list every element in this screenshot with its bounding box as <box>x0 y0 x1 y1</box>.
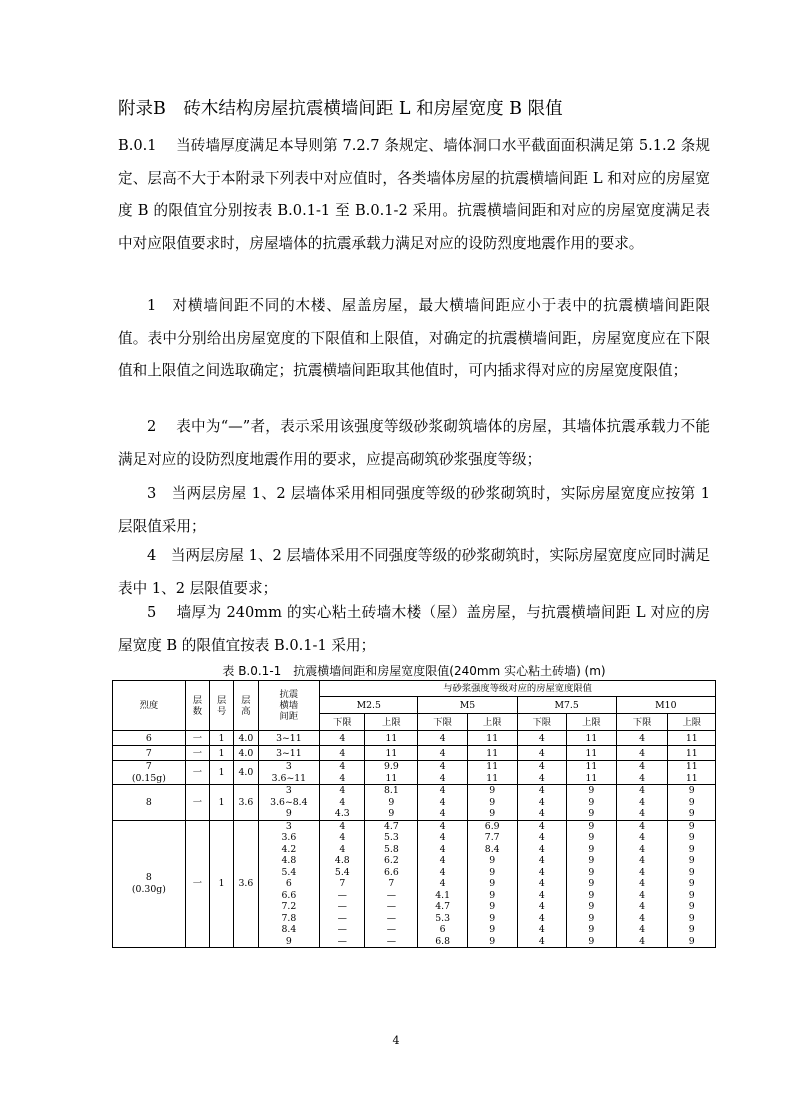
floor-cell: 1 <box>210 785 234 821</box>
header-grade-m5: M5 <box>418 697 517 714</box>
paragraph-item-4: 4 当两层房屋 1、2 层墙体采用不同强度等级的砂浆砌筑时，实际房屋宽度应同时满足表中 1、2 层限值要求； <box>118 547 710 597</box>
wall-spacing-cell: 3 3.6~11 <box>258 761 320 785</box>
wall-spacing-cell: 3~11 <box>258 731 320 746</box>
intensity-cell: 7 (0.15g) <box>113 761 186 785</box>
header-height: 层 高 <box>234 681 258 731</box>
table-row <box>113 731 716 746</box>
header-upper: 上限 <box>467 714 517 731</box>
table-body <box>113 731 716 948</box>
upper-limit-cell: 8.1 9 9 <box>365 785 418 821</box>
lower-limit-cell: 4 4 4 <box>418 785 468 821</box>
header-wall-spacing: 抗震 横墙 间距 <box>258 681 320 731</box>
upper-limit-cell: 4.7 5.3 5.8 6.2 6.6 7 — — — — — <box>365 820 418 948</box>
header-upper: 上限 <box>668 714 716 731</box>
table-caption: 表 B.0.1-1 抗震横墙间距和房屋宽度限值(240mm 实心粘土砖墙) (m) <box>222 664 606 678</box>
paragraph-item-1: 1 对横墙间距不同的木楼、屋盖房屋，最大横墙间距应小于表中的抗震横墙间距限值。表中分别给出房屋宽度的下限值和上限值，对确定的抗震横墙间距，房屋宽度应在下限值和上限值之间选取确定；抗震横墙间距取其他值时，可内插求得对应的房屋宽度限值； <box>118 297 710 379</box>
header-upper: 上限 <box>365 714 418 731</box>
upper-limit-cell: 11 <box>668 731 716 746</box>
header-floor: 层 号 <box>210 681 234 731</box>
floor-cell: 1 <box>210 746 234 761</box>
upper-limit-cell: 9 9 9 <box>567 785 617 821</box>
intensity-cell: 8 (0.30g) <box>113 820 186 948</box>
header-grade-m25: M2.5 <box>320 697 418 714</box>
lower-limit-cell: 4 4 4.3 <box>320 785 365 821</box>
header-upper: 上限 <box>567 714 617 731</box>
intensity-cell: 6 <box>113 731 186 746</box>
lower-limit-cell: 4 <box>616 731 668 746</box>
limits-table <box>112 680 716 948</box>
upper-limit-cell: 6.9 7.7 8.4 9 9 9 9 9 9 9 9 <box>467 820 517 948</box>
table-row <box>113 746 716 761</box>
height-cell: 3.6 <box>234 785 258 821</box>
upper-limit-cell: 9 9 9 <box>467 785 517 821</box>
floor-cell: 1 <box>210 731 234 746</box>
header-lower: 下限 <box>517 714 567 731</box>
paragraph-item-5: 5 墙厚为 240mm 的实心粘土砖墙木楼（屋）盖房屋，与抗震横墙间距 L 对应的房屋宽度 B 的限值宜按表 B.0.1-1 采用； <box>118 604 710 654</box>
upper-limit-cell: 11 11 <box>668 761 716 785</box>
lower-limit-cell: 4 <box>517 746 567 761</box>
header-lower: 下限 <box>320 714 365 731</box>
table-row <box>113 785 716 821</box>
lower-limit-cell: 4 <box>418 746 468 761</box>
header-grade-m75: M7.5 <box>517 697 616 714</box>
upper-limit-cell: 9 9 9 9 9 9 9 9 9 9 9 <box>668 820 716 948</box>
upper-limit-cell: 11 <box>467 731 517 746</box>
appendix-heading: 附录B 砖木结构房屋抗震横墙间距 L 和房屋宽度 B 限值 <box>118 99 563 119</box>
lower-limit-cell: 4 4 4 4 4 4 4.1 4.7 5.3 6 6.8 <box>418 820 468 948</box>
lower-limit-cell: 4 <box>320 731 365 746</box>
lower-limit-cell: 4 4 <box>517 761 567 785</box>
lower-limit-cell: 4 4 4 4 4 4 4 4 4 4 4 <box>517 820 567 948</box>
paragraph-item-3: 3 当两层房屋 1、2 层墙体采用相同强度等级的砂浆砌筑时，实际房屋宽度应按第 1 层限值采用； <box>118 485 710 535</box>
lower-limit-cell: 4 <box>320 746 365 761</box>
header-storeys: 层 数 <box>185 681 209 731</box>
lower-limit-cell: 4 4 4 4 4 4 4 4 4 4 4 <box>616 820 668 948</box>
lower-limit-cell: 4 4 4 <box>517 785 567 821</box>
paragraph-b01: B.0.1 当砖墙厚度满足本导则第 7.2.7 条规定、墙体洞口水平截面面积满足第 5.1.2 条规定、层高不大于本附录下列表中对应值时，各类墙体房屋的抗震横墙间距 L 和对应的房屋宽度 B 的限值宜分别按表 B.0.1-1 至 B.0.1-2 采用。抗震横墙间距和对应的房屋宽度满足表中对应限值要求时，房屋墙体的抗震承载力满足对应的设防烈度地震作用的要求。 <box>118 137 710 252</box>
lower-limit-cell: 4 4 <box>616 761 668 785</box>
table-row <box>113 820 716 948</box>
table-row <box>113 761 716 785</box>
height-cell: 4.0 <box>234 731 258 746</box>
lower-limit-cell: 4 4 4 <box>616 785 668 821</box>
upper-limit-cell: 11 11 <box>467 761 517 785</box>
upper-limit-cell: 9 9 9 9 9 9 9 9 9 9 9 <box>567 820 617 948</box>
storeys-cell: 一 <box>185 785 209 821</box>
upper-limit-cell: 11 <box>668 746 716 761</box>
storeys-cell: 一 <box>185 746 209 761</box>
header-width-limits: 与砂浆强度等级对应的房屋宽度限值 <box>320 681 716 697</box>
page-number: 4 <box>392 1034 400 1047</box>
upper-limit-cell: 11 <box>467 746 517 761</box>
lower-limit-cell: 4 <box>616 746 668 761</box>
upper-limit-cell: 9.9 11 <box>365 761 418 785</box>
paragraph-item-2: 2 表中为“—”者，表示采用该强度等级砂浆砌筑墙体的房屋，其墙体抗震承载力不能满足对应的设防烈度地震作用的要求，应提高砌筑砂浆强度等级； <box>118 418 710 468</box>
intensity-cell: 8 <box>113 785 186 821</box>
upper-limit-cell: 9 9 9 <box>668 785 716 821</box>
lower-limit-cell: 4 4 <box>418 761 468 785</box>
wall-spacing-cell: 3 3.6~8.4 9 <box>258 785 320 821</box>
wall-spacing-cell: 3 3.6 4.2 4.8 5.4 6 6.6 7.2 7.8 8.4 9 <box>258 820 320 948</box>
lower-limit-cell: 4 <box>418 731 468 746</box>
lower-limit-cell: 4 <box>517 731 567 746</box>
intensity-cell: 7 <box>113 746 186 761</box>
header-grade-m10: M10 <box>616 697 715 714</box>
header-intensity: 烈度 <box>113 681 186 731</box>
lower-limit-cell: 4 4 <box>320 761 365 785</box>
upper-limit-cell: 11 <box>365 731 418 746</box>
upper-limit-cell: 11 11 <box>567 761 617 785</box>
floor-cell: 1 <box>210 820 234 948</box>
upper-limit-cell: 11 <box>567 731 617 746</box>
upper-limit-cell: 11 <box>365 746 418 761</box>
header-lower: 下限 <box>418 714 468 731</box>
lower-limit-cell: 4 4 4 4.8 5.4 7 — — — — — <box>320 820 365 948</box>
height-cell: 4.0 <box>234 761 258 785</box>
wall-spacing-cell: 3~11 <box>258 746 320 761</box>
upper-limit-cell: 11 <box>567 746 617 761</box>
height-cell: 4.0 <box>234 746 258 761</box>
storeys-cell: 一 <box>185 731 209 746</box>
header-lower: 下限 <box>616 714 668 731</box>
floor-cell: 1 <box>210 761 234 785</box>
storeys-cell: 一 <box>185 761 209 785</box>
storeys-cell: 一 <box>185 820 209 948</box>
height-cell: 3.6 <box>234 820 258 948</box>
